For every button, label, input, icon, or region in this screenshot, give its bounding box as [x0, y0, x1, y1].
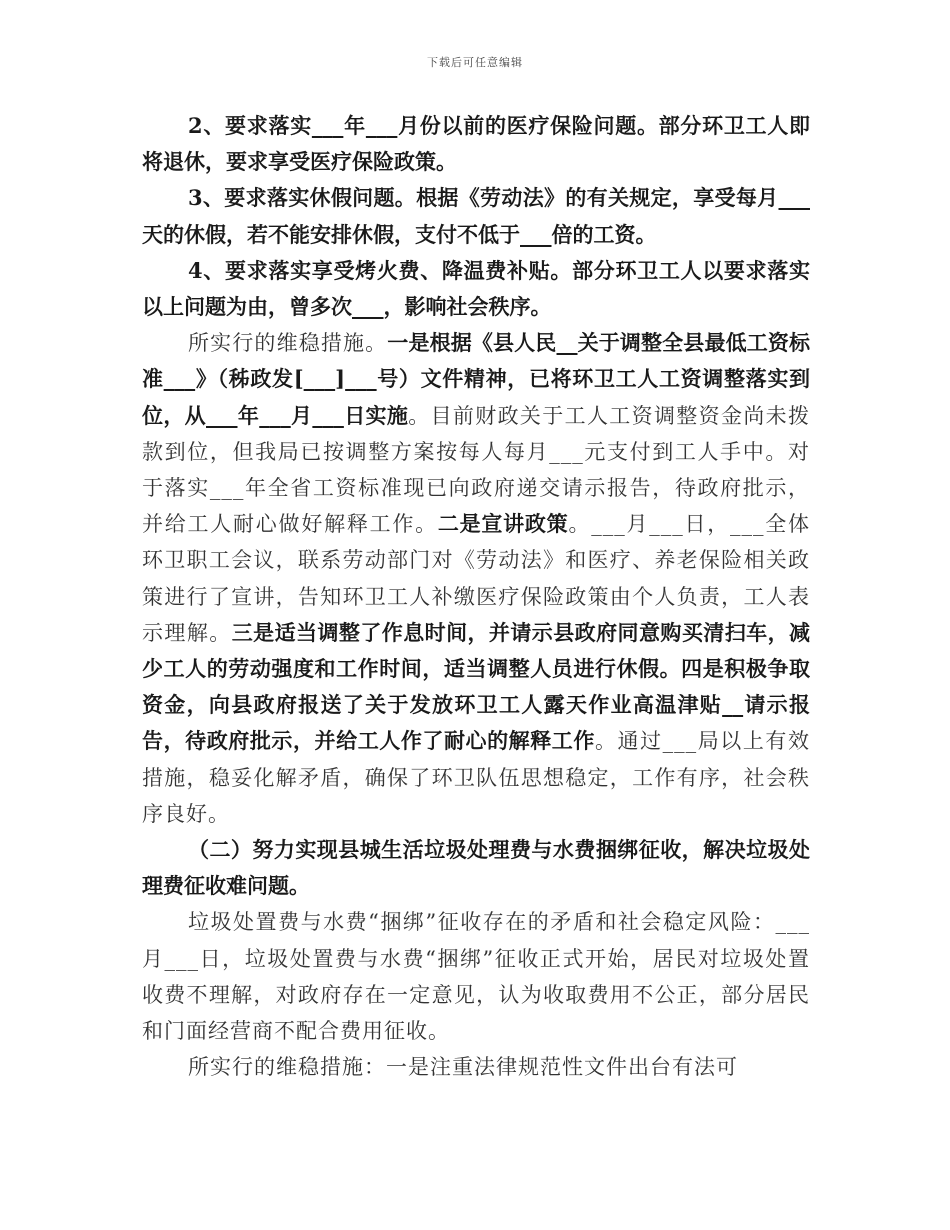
text-run: 。通过___局以上有效措施，稳妥化解矛盾，确保了环卫队伍思想稳定，工作有序，社会秩序良好。: [142, 729, 811, 826]
text-run: 。___月___日，___全体环卫职工会议，联系劳动部门对《劳动法》和医疗、养老保险相关政策进行了宣讲，告知环卫工人补缴医疗保险政策由个人负责，工人表示理解。: [142, 512, 811, 645]
page-header: 下载后可任意编辑: [427, 56, 523, 69]
text-run: 4、要求落实享受烤火费、降温费补贴。部分环卫工人以要求落实以上问题为由，曾多次___，影响社会秩序。: [142, 257, 810, 320]
document-body: [142, 108, 810, 1085]
section-heading: [142, 832, 810, 904]
text-run-bold: 一是根据《县人民__关于调整全县最低工资标准___》（秭政发[___]___号）文件精神，已将环卫工人工资调整落实到位，从___年___月___日实施: [142, 330, 811, 428]
paragraph-measures-2: [142, 1049, 810, 1085]
text-run: 。目前财政关于工人工资调整资金尚未拨款到位，但我局已按调整方案按每人每月___元支付到工人手中。对于落实___年全省工资标准现已向政府递交请示报告，待政府批示，并给工人耐心做好解释工作。: [142, 403, 811, 537]
text-run: 3、要求落实休假问题。根据《劳动法》的有关规定，享受每月___天的休假，若不能安排休假，支付不低于___倍的工资。: [142, 185, 810, 247]
paragraph-measures: [142, 325, 810, 832]
text-run: 垃圾处置费与水费“捆绑”征收存在的矛盾和社会稳定风险：___月___日，垃圾处置费与水费“捆绑”征收正式开始，居民对垃圾处置收费不理解，对政府存在一定意见，认为收取费用不公正，部分居民和门面经营商不配合费用征收。: [142, 910, 810, 1044]
paragraph-risk: [142, 904, 810, 1049]
paragraph-allowance: [142, 253, 810, 325]
text-run-bold: （二）努力实现县城生活垃圾处理费与水费捆绑征收，解决垃圾处理费征收难问题。: [142, 837, 810, 899]
text-run: 2、要求落实___年___月份以前的医疗保险问题。部分环卫工人即将退休，要求享受医疗保险政策。: [142, 113, 810, 175]
text-run-bold: 二是宣讲政策: [437, 511, 569, 537]
paragraph-leave: [142, 180, 810, 252]
text-run: 所实行的维稳措施：一是注重法律规范性文件出台有法可: [188, 1055, 738, 1080]
text-run: 所实行的维稳措施。: [188, 331, 388, 356]
text-run-bold: 三是适当调整了作息时间，并请示县政府同意购买清扫车，减少工人的劳动强度和工作时间，适当调整人员进行休假。四是积极争取资金，向县政府报送了关于发放环卫工人露天作业高温津贴__请示报告，待政府批示，并给工人作了耐心的解释工作: [142, 619, 810, 754]
paragraph-medical-insurance: [142, 108, 810, 180]
